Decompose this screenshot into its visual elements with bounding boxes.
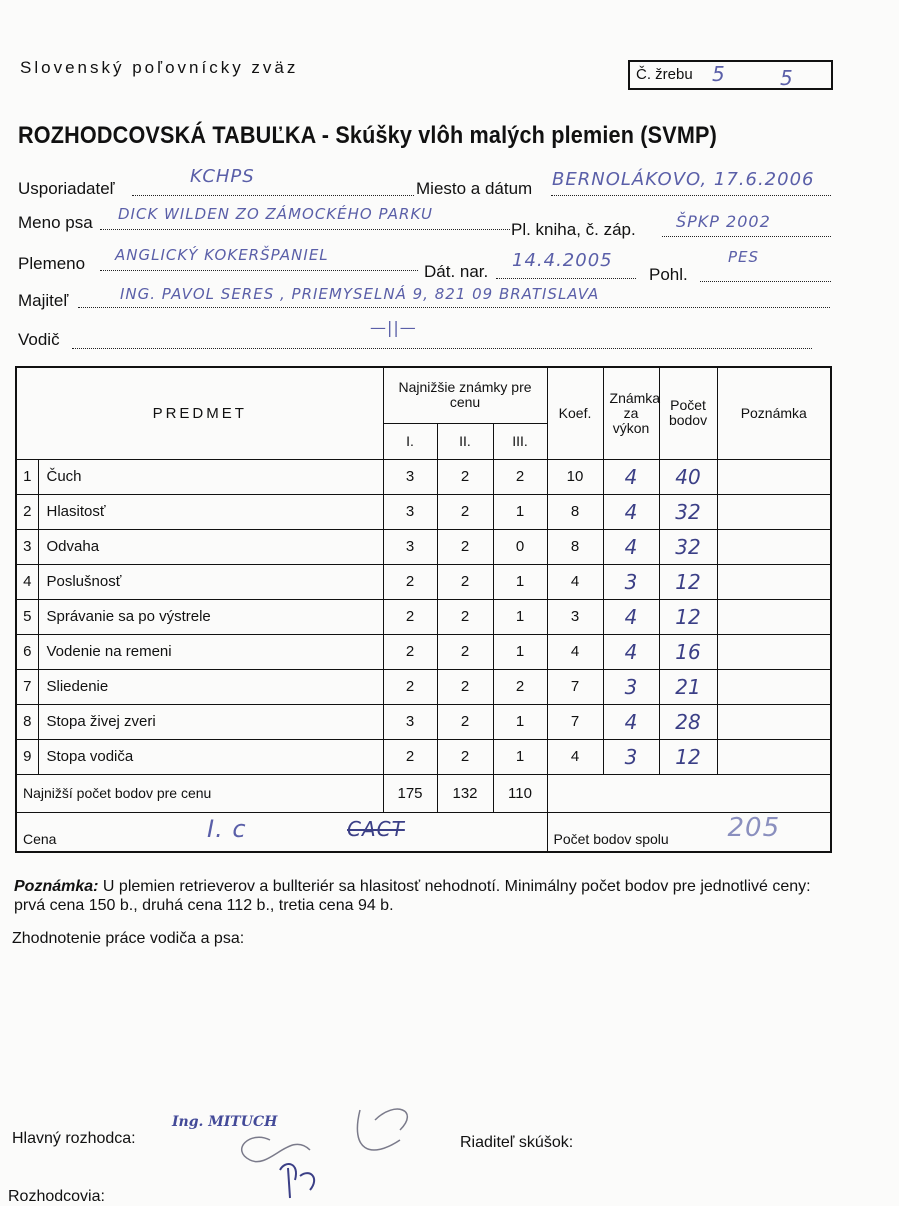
- header-min-marks: Najnižšie známky pre cenu: [383, 367, 547, 423]
- row-coef: 4: [547, 564, 603, 599]
- draw-number-value: 5: [712, 62, 726, 86]
- row-mark: 4: [603, 494, 659, 529]
- min-points-2: 132: [437, 774, 493, 812]
- row-coef: 10: [547, 459, 603, 494]
- row-remark: [717, 704, 831, 739]
- table-row: [16, 634, 831, 669]
- row-min-prize-1: 2: [383, 564, 437, 599]
- header-subject: PREDMET: [16, 367, 383, 459]
- breed-line: [100, 270, 418, 271]
- row-min-prize-3: 1: [493, 564, 547, 599]
- organization-name: Slovenský poľovnícky zväz: [20, 58, 299, 77]
- judges-label: Rozhodcovia:: [8, 1188, 105, 1205]
- row-subject: Odvaha: [38, 529, 383, 564]
- birth-date-label: Dát. nar.: [424, 262, 489, 281]
- row-points: 12: [659, 739, 717, 774]
- row-subject: Čuch: [38, 459, 383, 494]
- table-row: [16, 494, 831, 529]
- min-points-empty: [547, 774, 831, 812]
- note-block: [14, 877, 834, 915]
- row-min-prize-3: 0: [493, 529, 547, 564]
- table-row: [16, 739, 831, 774]
- row-subject: Stopa živej zveri: [38, 704, 383, 739]
- row-points: 40: [659, 459, 717, 494]
- chief-judge-stamp: Ing. MITUCH: [172, 1114, 278, 1130]
- owner-line: [78, 307, 830, 308]
- row-coef: 8: [547, 494, 603, 529]
- studbook-value: ŠPKP 2002: [676, 212, 771, 231]
- table-row: [16, 704, 831, 739]
- row-points: 28: [659, 704, 717, 739]
- score-table: [15, 366, 832, 853]
- prize-struck-value: CACT: [347, 816, 405, 841]
- row-min-prize-2: 2: [437, 634, 493, 669]
- min-points-3: 110: [493, 774, 547, 812]
- draw-number-box: [628, 60, 833, 90]
- birth-date-value: 14.4.2005: [512, 250, 613, 271]
- studbook-line: [662, 236, 831, 237]
- row-min-prize-2: 2: [437, 494, 493, 529]
- row-coef: 4: [547, 634, 603, 669]
- dog-name-line: [100, 229, 510, 230]
- handler-label: Vodič: [18, 330, 60, 349]
- dog-name-label: Meno psa: [18, 213, 93, 232]
- header-mark: Známka za výkon: [603, 367, 659, 459]
- dog-name-value: DICK WILDEN ZO ZÁMOCKÉHO PARKU: [118, 205, 433, 223]
- header-prize-1: I.: [383, 423, 437, 459]
- prize-cell: [16, 812, 547, 852]
- row-min-prize-2: 2: [437, 739, 493, 774]
- min-points-1: 175: [383, 774, 437, 812]
- organizer-line: [132, 195, 414, 196]
- row-min-prize-1: 3: [383, 529, 437, 564]
- row-min-prize-3: 1: [493, 739, 547, 774]
- row-subject: Sliedenie: [38, 669, 383, 704]
- row-coef: 8: [547, 529, 603, 564]
- row-min-prize-1: 2: [383, 669, 437, 704]
- owner-value: ING. PAVOL SERES , PRIEMYSELNÁ 9, 821 09 BRATISLAVA: [120, 285, 600, 303]
- row-mark: 4: [603, 634, 659, 669]
- row-min-prize-3: 1: [493, 599, 547, 634]
- row-points: 12: [659, 599, 717, 634]
- row-number: 1: [16, 459, 38, 494]
- row-min-prize-1: 2: [383, 599, 437, 634]
- header-prize-2: II.: [437, 423, 493, 459]
- breed-value: ANGLICKÝ KOKERŠPANIEL: [115, 246, 329, 264]
- row-coef: 3: [547, 599, 603, 634]
- organizer-value: KCHPS: [190, 166, 255, 187]
- row-mark: 4: [603, 529, 659, 564]
- row-mark: 3: [603, 564, 659, 599]
- row-min-prize-3: 2: [493, 669, 547, 704]
- sex-value: PES: [728, 248, 760, 266]
- row-subject: Správanie sa po výstrele: [38, 599, 383, 634]
- row-min-prize-2: 2: [437, 704, 493, 739]
- row-mark: 4: [603, 704, 659, 739]
- place-date-label: Miesto a dátum: [416, 179, 533, 198]
- draw-number-value-2: 5: [780, 66, 794, 90]
- row-points: 16: [659, 634, 717, 669]
- row-min-prize-2: 2: [437, 529, 493, 564]
- row-number: 9: [16, 739, 38, 774]
- row-points: 32: [659, 529, 717, 564]
- row-remark: [717, 669, 831, 704]
- table-row: [16, 529, 831, 564]
- row-subject: Poslušnosť: [38, 564, 383, 599]
- row-number: 2: [16, 494, 38, 529]
- row-subject: Stopa vodiča: [38, 739, 383, 774]
- row-min-prize-2: 2: [437, 669, 493, 704]
- row-min-prize-3: 2: [493, 459, 547, 494]
- owner-label: Majiteľ: [18, 291, 69, 310]
- sex-line: [700, 281, 831, 282]
- table-row: [16, 669, 831, 704]
- chief-judge-label: Hlavný rozhodca:: [12, 1130, 136, 1147]
- row-number: 8: [16, 704, 38, 739]
- row-number: 6: [16, 634, 38, 669]
- sex-label: Pohl.: [649, 265, 688, 284]
- evaluation-label: Zhodnotenie práce vodiča a psa:: [12, 930, 245, 947]
- row-min-prize-1: 3: [383, 459, 437, 494]
- row-remark: [717, 459, 831, 494]
- row-number: 7: [16, 669, 38, 704]
- row-mark: 3: [603, 739, 659, 774]
- row-subject: Hlasitosť: [38, 494, 383, 529]
- total-value: 205: [727, 812, 781, 843]
- header-coef: Koef.: [547, 367, 603, 459]
- note-label: Poznámka:: [14, 878, 99, 895]
- row-min-prize-1: 2: [383, 739, 437, 774]
- row-points: 32: [659, 494, 717, 529]
- prize-value: I. c: [207, 814, 247, 843]
- breed-label: Plemeno: [18, 254, 86, 273]
- row-remark: [717, 599, 831, 634]
- row-min-prize-2: 2: [437, 459, 493, 494]
- row-mark: 4: [603, 599, 659, 634]
- handler-line: [72, 348, 812, 349]
- row-min-prize-1: 3: [383, 494, 437, 529]
- row-remark: [717, 494, 831, 529]
- header-remark: Poznámka: [717, 367, 831, 459]
- row-points: 12: [659, 564, 717, 599]
- table-row: [16, 564, 831, 599]
- total-cell: [547, 812, 831, 852]
- header-points: Počet bodov: [659, 367, 717, 459]
- row-number: 4: [16, 564, 38, 599]
- row-remark: [717, 564, 831, 599]
- table-row: [16, 599, 831, 634]
- place-date-value: BERNOLÁKOVO, 17.6.2006: [552, 169, 815, 190]
- chief-judge-signature: [160, 1090, 430, 1200]
- place-date-line: [551, 195, 831, 196]
- row-number: 5: [16, 599, 38, 634]
- row-coef: 7: [547, 704, 603, 739]
- row-coef: 7: [547, 669, 603, 704]
- prize-label: Cena: [23, 831, 57, 847]
- row-points: 21: [659, 669, 717, 704]
- director-label: Riaditeľ skúšok:: [460, 1134, 574, 1151]
- form-title: ROZHODCOVSKÁ TABUĽKA - Skúšky vlôh malých plemien (SVMP): [18, 122, 717, 149]
- birth-date-line: [496, 278, 636, 279]
- row-min-prize-3: 1: [493, 494, 547, 529]
- row-min-prize-3: 1: [493, 634, 547, 669]
- row-mark: 3: [603, 669, 659, 704]
- row-remark: [717, 634, 831, 669]
- row-mark: 4: [603, 459, 659, 494]
- header-prize-3: III.: [493, 423, 547, 459]
- row-number: 3: [16, 529, 38, 564]
- row-min-prize-1: 3: [383, 704, 437, 739]
- handler-value: —||—: [370, 318, 417, 337]
- row-subject: Vodenie na remeni: [38, 634, 383, 669]
- row-min-prize-1: 2: [383, 634, 437, 669]
- row-remark: [717, 529, 831, 564]
- min-points-label: Najnižší počet bodov pre cenu: [16, 774, 383, 812]
- row-min-prize-2: 2: [437, 564, 493, 599]
- organizer-label: Usporiadateľ: [18, 179, 115, 198]
- draw-number-label: Č. žrebu: [636, 66, 693, 83]
- row-coef: 4: [547, 739, 603, 774]
- row-remark: [717, 739, 831, 774]
- table-row: [16, 459, 831, 494]
- note-text: U plemien retrieverov a bullteriér sa hlasitosť nehodnotí. Minimálny počet bodov pre jednotlivé ceny: prvá cena 150 b., druhá cena 112 b., tretia cena 94 b.: [14, 878, 811, 914]
- total-label: Počet bodov spolu: [553, 831, 669, 847]
- studbook-label: Pl. kniha, č. záp.: [511, 220, 636, 239]
- row-min-prize-2: 2: [437, 599, 493, 634]
- row-min-prize-3: 1: [493, 704, 547, 739]
